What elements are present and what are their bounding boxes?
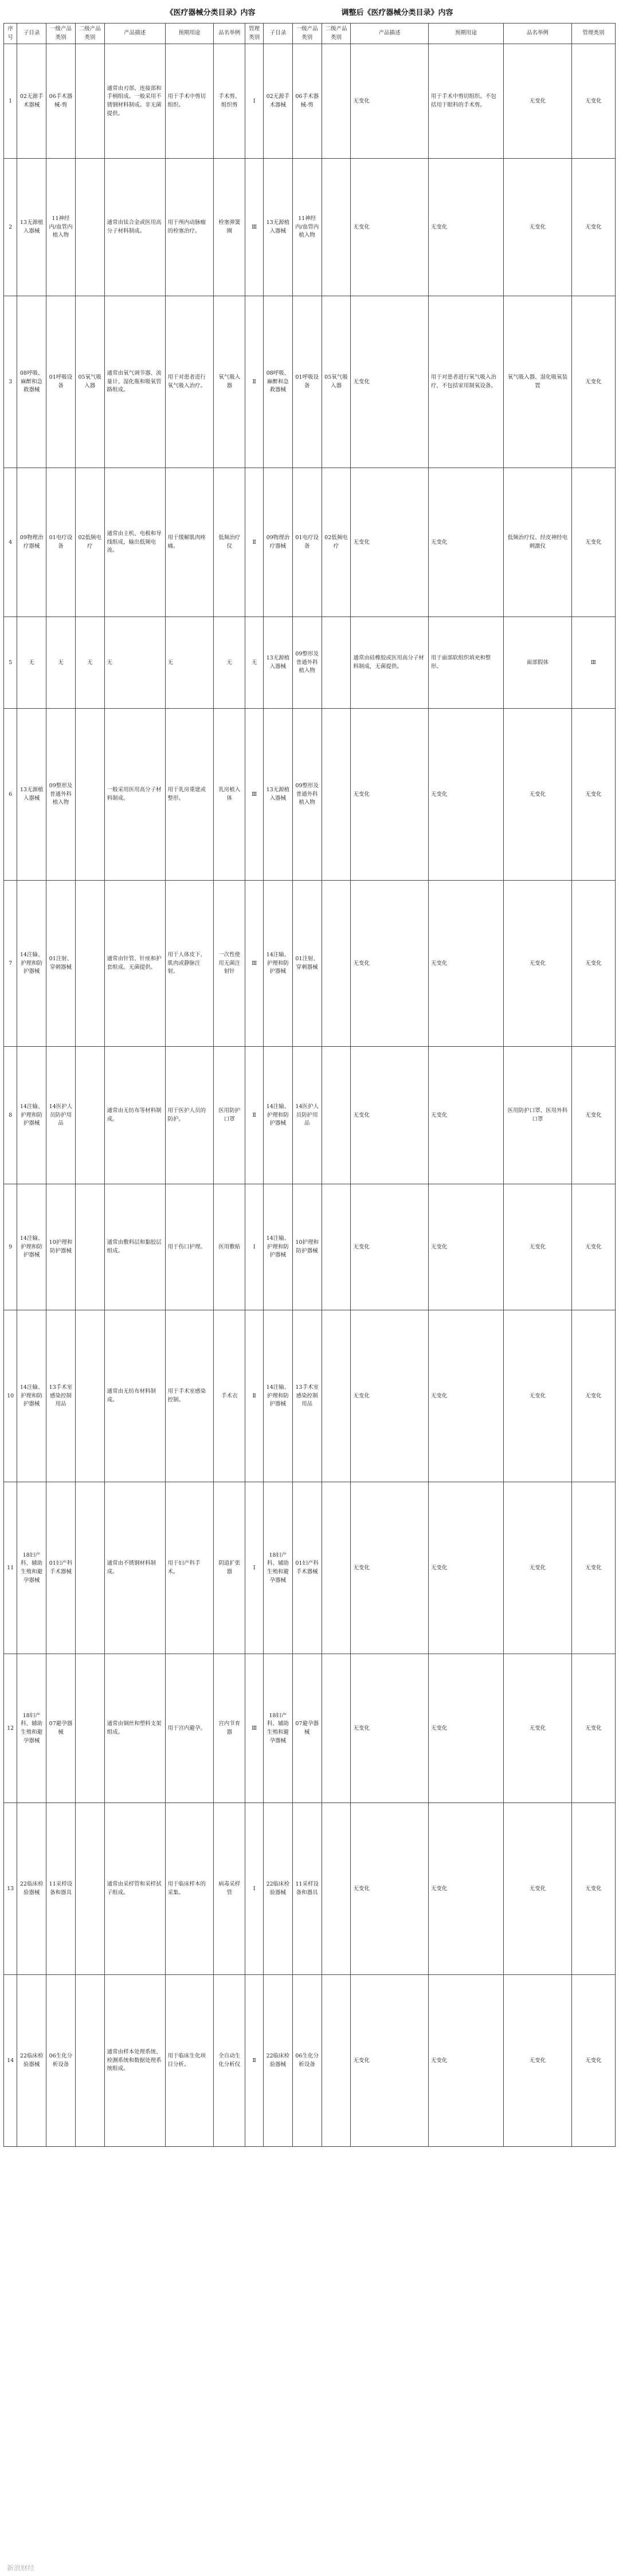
left-mgmt-cell: Ⅲ — [245, 709, 264, 881]
table-row — [4, 1975, 616, 2147]
right-ex-cell: 无变化 — [504, 1803, 572, 1975]
right-secondary-cell — [322, 1803, 351, 1975]
right-primary-cell: 09整形及普通外科植入物 — [292, 709, 322, 881]
right-primary-cell: 10护理和防护器械 — [292, 1184, 322, 1310]
title-left: 《医疗器械分类目录》内容 — [166, 8, 256, 17]
header-desc-left: 产品描述 — [104, 23, 165, 44]
seq-cell: 9 — [4, 1184, 17, 1310]
seq-cell: 6 — [4, 709, 17, 881]
left-mgmt-cell: Ⅱ — [245, 1047, 264, 1184]
right-desc-cell: 无变化 — [351, 1482, 428, 1654]
left-use-cell: 用于临床生化项目分析。 — [165, 1975, 214, 2147]
right-ex-cell: 氧气吸入器、湿化吸氧装置 — [504, 296, 572, 468]
right-desc-cell: 无变化 — [351, 296, 428, 468]
right-sub-cell: 13无源植入器械 — [263, 159, 292, 296]
right-desc-cell: 无变化 — [351, 1975, 428, 2147]
right-desc-cell: 无变化 — [351, 468, 428, 617]
left-desc-cell: 通常由无纺布材料制成。 — [104, 1310, 165, 1482]
header-mgmt-left: 管理类别 — [245, 23, 264, 44]
left-mgmt-cell: Ⅱ — [245, 296, 264, 468]
left-primary-cell: 09整形及普通外科植入物 — [46, 709, 76, 881]
right-desc-cell: 无变化 — [351, 1654, 428, 1803]
right-mgmt-cell: 无变化 — [571, 881, 615, 1047]
right-mgmt-cell: 无变化 — [571, 1975, 615, 2147]
left-primary-cell: 06手术器械-剪 — [46, 44, 76, 159]
table-row — [4, 159, 616, 296]
left-ex-cell: 乳房植入体 — [214, 709, 245, 881]
header-primary-left: 一级产品类别 — [46, 23, 76, 44]
right-desc-cell: 无变化 — [351, 881, 428, 1047]
left-primary-cell: 01呼吸设备 — [46, 296, 76, 468]
left-desc-cell: 通常由无纺布等材料制成。 — [104, 1047, 165, 1184]
right-primary-cell: 11采样设备和器具 — [292, 1803, 322, 1975]
header-sub-right: 子目录 — [263, 23, 292, 44]
left-desc-cell: 通常由不锈钢材料制成。 — [104, 1482, 165, 1654]
left-use-cell: 用于临床样本的采集。 — [165, 1803, 214, 1975]
right-primary-cell: 14医护人员防护用品 — [292, 1047, 322, 1184]
right-mgmt-cell: 无变化 — [571, 709, 615, 881]
right-desc-cell: 无变化 — [351, 159, 428, 296]
right-secondary-cell: 05氧气吸入器 — [322, 296, 351, 468]
right-sub-cell: 13无源植入器械 — [263, 617, 292, 709]
right-secondary-cell: 02低频电疗 — [322, 468, 351, 617]
header-desc-right: 产品描述 — [351, 23, 428, 44]
left-mgmt-cell: Ⅱ — [245, 468, 264, 617]
left-ex-cell: 一次性使用无菌注射针 — [214, 881, 245, 1047]
seq-cell: 13 — [4, 1803, 17, 1975]
right-secondary-cell — [322, 1310, 351, 1482]
right-mgmt-cell: 无变化 — [571, 1803, 615, 1975]
left-mgmt-cell: Ⅰ — [245, 44, 264, 159]
left-ex-cell: 宫内节育器 — [214, 1654, 245, 1803]
left-secondary-cell: 无 — [75, 617, 104, 709]
seq-cell: 7 — [4, 881, 17, 1047]
right-sub-cell: 18妇产科、辅助生殖和避孕器械 — [263, 1654, 292, 1803]
left-primary-cell: 无 — [46, 617, 76, 709]
header-secondary-left: 二级产品类别 — [75, 23, 104, 44]
left-sub-cell: 14注输、护理和防护器械 — [17, 881, 46, 1047]
right-secondary-cell — [322, 881, 351, 1047]
right-secondary-cell — [322, 617, 351, 709]
left-use-cell: 用于对患者进行氧气吸入治疗。 — [165, 296, 214, 468]
right-use-cell: 无变化 — [428, 1803, 503, 1975]
left-sub-cell: 14注输、护理和防护器械 — [17, 1047, 46, 1184]
right-ex-cell: 无变化 — [504, 1482, 572, 1654]
left-mgmt-cell: Ⅰ — [245, 1803, 264, 1975]
right-use-cell: 用于手术中剪切组织。不包括用于眼科的手术剪。 — [428, 44, 503, 159]
left-mgmt-cell: Ⅲ — [245, 159, 264, 296]
left-mgmt-cell: Ⅱ — [245, 1310, 264, 1482]
watermark: 新浪财经 — [7, 2564, 35, 2572]
right-primary-cell: 09整形及普通外科植入物 — [292, 617, 322, 709]
right-secondary-cell — [322, 1184, 351, 1310]
left-sub-cell: 14注输、护理和防护器械 — [17, 1310, 46, 1482]
right-sub-cell: 14注输、护理和防护器械 — [263, 1310, 292, 1482]
header-primary-right: 一级产品类别 — [292, 23, 322, 44]
right-ex-cell: 无变化 — [504, 1654, 572, 1803]
right-secondary-cell — [322, 709, 351, 881]
left-primary-cell: 01妇产科手术器械 — [46, 1482, 76, 1654]
left-mgmt-cell: Ⅰ — [245, 1184, 264, 1310]
left-use-cell: 用于宫内避孕。 — [165, 1654, 214, 1803]
left-ex-cell: 医用防护口罩 — [214, 1047, 245, 1184]
left-mgmt-cell: Ⅲ — [245, 1654, 264, 1803]
left-sub-cell: 14注输、护理和防护器械 — [17, 1184, 46, 1310]
right-mgmt-cell: Ⅲ — [571, 617, 615, 709]
right-desc-cell: 通常由硅橡胶或医用高分子材料制成，无菌提供。 — [351, 617, 428, 709]
left-secondary-cell — [75, 1654, 104, 1803]
table-row — [4, 1654, 616, 1803]
right-mgmt-cell: 无变化 — [571, 1654, 615, 1803]
header-secondary-right: 二级产品类别 — [322, 23, 351, 44]
right-sub-cell: 14注输、护理和防护器械 — [263, 1047, 292, 1184]
right-desc-cell: 无变化 — [351, 1184, 428, 1310]
table-row — [4, 1047, 616, 1184]
right-desc-cell: 无变化 — [351, 1803, 428, 1975]
seq-cell: 4 — [4, 468, 17, 617]
right-use-cell: 用于对患者进行氧气吸入治疗，不包括家用制氧设备。 — [428, 296, 503, 468]
right-use-cell: 无变化 — [428, 1482, 503, 1654]
right-mgmt-cell: 无变化 — [571, 44, 615, 159]
left-ex-cell: 手术衣 — [214, 1310, 245, 1482]
right-primary-cell: 01电疗设备 — [292, 468, 322, 617]
left-secondary-cell — [75, 1047, 104, 1184]
left-secondary-cell — [75, 159, 104, 296]
left-desc-cell: 通常由刃部、连接部和手柄组成。一般采用不锈钢材料制成。非无菌提供。 — [104, 44, 165, 159]
left-use-cell: 用于手术中剪切组织。 — [165, 44, 214, 159]
seq-cell: 11 — [4, 1482, 17, 1654]
left-use-cell: 用于缓解肌肉疼痛。 — [165, 468, 214, 617]
left-desc-cell: 通常由采样管和采样拭子组成。 — [104, 1803, 165, 1975]
left-desc-cell: 通常由主机、电极和导线组成，输出低频电流。 — [104, 468, 165, 617]
left-desc-cell: 无 — [104, 617, 165, 709]
table-row — [4, 617, 616, 709]
right-primary-cell: 01妇产科手术器械 — [292, 1482, 322, 1654]
table-row — [4, 44, 616, 159]
right-secondary-cell — [322, 1975, 351, 2147]
right-mgmt-cell: 无变化 — [571, 1184, 615, 1310]
right-secondary-cell — [322, 1047, 351, 1184]
right-ex-cell: 无变化 — [504, 44, 572, 159]
left-sub-cell: 09物理治疗器械 — [17, 468, 46, 617]
right-desc-cell: 无变化 — [351, 709, 428, 881]
table-row — [4, 881, 616, 1047]
table-row — [4, 1310, 616, 1482]
left-secondary-cell — [75, 1310, 104, 1482]
right-primary-cell: 06生化分析设备 — [292, 1975, 322, 2147]
right-sub-cell: 14注输、护理和防护器械 — [263, 881, 292, 1047]
left-secondary-cell — [75, 1975, 104, 2147]
right-sub-cell: 02无源手术器械 — [263, 44, 292, 159]
comparison-table — [3, 23, 616, 2147]
seq-cell: 2 — [4, 159, 17, 296]
left-primary-cell: 01注射、穿刺器械 — [46, 881, 76, 1047]
right-ex-cell: 医用防护口罩、医用外科口罩 — [504, 1047, 572, 1184]
header-ex-right: 品名举例 — [504, 23, 572, 44]
right-mgmt-cell: 无变化 — [571, 1310, 615, 1482]
right-use-cell: 用于面部软组织填充和整形。 — [428, 617, 503, 709]
title-right: 调整后《医疗器械分类目录》内容 — [341, 8, 453, 17]
left-use-cell: 用于乳房重建或整形。 — [165, 709, 214, 881]
left-ex-cell: 病毒采样管 — [214, 1803, 245, 1975]
right-mgmt-cell: 无变化 — [571, 296, 615, 468]
right-use-cell: 无变化 — [428, 468, 503, 617]
header-sub-left: 子目录 — [17, 23, 46, 44]
right-secondary-cell — [322, 1654, 351, 1803]
header-mgmt-right: 管理类别 — [571, 23, 615, 44]
left-mgmt-cell: Ⅰ — [245, 1482, 264, 1654]
left-use-cell: 用于医护人员的防护。 — [165, 1047, 214, 1184]
left-mgmt-cell: Ⅱ — [245, 1975, 264, 2147]
right-secondary-cell — [322, 159, 351, 296]
right-primary-cell: 01注射、穿刺器械 — [292, 881, 322, 1047]
right-primary-cell: 06手术器械-剪 — [292, 44, 322, 159]
table-row — [4, 1803, 616, 1975]
seq-cell: 10 — [4, 1310, 17, 1482]
left-desc-cell: 通常由样本处理系统、检测系统和数据处理系统组成。 — [104, 1975, 165, 2147]
right-desc-cell: 无变化 — [351, 1310, 428, 1482]
right-sub-cell: 18妇产科、辅助生殖和避孕器械 — [263, 1482, 292, 1654]
table-body — [4, 44, 616, 2147]
left-use-cell: 用于颅内动脉瘤的栓塞治疗。 — [165, 159, 214, 296]
left-mgmt-cell: Ⅲ — [245, 881, 264, 1047]
left-ex-cell: 氧气吸入器 — [214, 296, 245, 468]
page-title — [0, 0, 619, 23]
right-use-cell: 无变化 — [428, 881, 503, 1047]
left-desc-cell: 通常由氧气调节器、流量计、湿化瓶和吸氧管路组成。 — [104, 296, 165, 468]
left-desc-cell: 通常由钛合金或医用高分子材料制成。 — [104, 159, 165, 296]
right-sub-cell: 22临床检验器械 — [263, 1803, 292, 1975]
seq-cell: 12 — [4, 1654, 17, 1803]
left-primary-cell: 10护理和防护器械 — [46, 1184, 76, 1310]
left-use-cell: 无 — [165, 617, 214, 709]
left-mgmt-cell: 无 — [245, 617, 264, 709]
left-secondary-cell: 02低频电疗 — [75, 468, 104, 617]
left-sub-cell: 无 — [17, 617, 46, 709]
table-row — [4, 468, 616, 617]
right-primary-cell: 13手术室感染控制用品 — [292, 1310, 322, 1482]
left-primary-cell: 06生化分析设备 — [46, 1975, 76, 2147]
left-secondary-cell — [75, 709, 104, 881]
right-use-cell: 无变化 — [428, 159, 503, 296]
right-ex-cell: 无变化 — [504, 881, 572, 1047]
table-row — [4, 709, 616, 881]
header-row — [4, 23, 616, 44]
right-secondary-cell — [322, 1482, 351, 1654]
header-ex-left: 品名举例 — [214, 23, 245, 44]
right-ex-cell: 面部假体 — [504, 617, 572, 709]
right-mgmt-cell: 无变化 — [571, 159, 615, 296]
left-primary-cell: 14医护人员防护用品 — [46, 1047, 76, 1184]
left-sub-cell: 18妇产科、辅助生殖和避孕器械 — [17, 1654, 46, 1803]
right-ex-cell: 低频治疗仪、经皮神经电刺激仪 — [504, 468, 572, 617]
left-sub-cell: 22临床检验器械 — [17, 1803, 46, 1975]
right-primary-cell: 01呼吸设备 — [292, 296, 322, 468]
right-use-cell: 无变化 — [428, 1975, 503, 2147]
right-sub-cell: 13无源植入器械 — [263, 709, 292, 881]
right-use-cell: 无变化 — [428, 1184, 503, 1310]
right-use-cell: 无变化 — [428, 1654, 503, 1803]
left-primary-cell: 07避孕器械 — [46, 1654, 76, 1803]
right-ex-cell: 无变化 — [504, 1184, 572, 1310]
right-mgmt-cell: 无变化 — [571, 1482, 615, 1654]
right-ex-cell: 无变化 — [504, 1310, 572, 1482]
table-row — [4, 296, 616, 468]
table-row — [4, 1482, 616, 1654]
left-ex-cell: 医用敷贴 — [214, 1184, 245, 1310]
left-use-cell: 用于伤口护理。 — [165, 1184, 214, 1310]
header-seq: 序号 — [4, 23, 17, 44]
left-ex-cell: 低频治疗仪 — [214, 468, 245, 617]
seq-cell: 8 — [4, 1047, 17, 1184]
left-primary-cell: 11采样设备和器具 — [46, 1803, 76, 1975]
right-ex-cell: 无变化 — [504, 709, 572, 881]
left-primary-cell: 13手术室感染控制用品 — [46, 1310, 76, 1482]
right-primary-cell: 07避孕器械 — [292, 1654, 322, 1803]
left-sub-cell: 13无源植入器械 — [17, 159, 46, 296]
left-secondary-cell — [75, 44, 104, 159]
left-desc-cell: 一般采用医用高分子材料制成。 — [104, 709, 165, 881]
left-secondary-cell — [75, 1482, 104, 1654]
left-primary-cell: 11神经内/血管内植入物 — [46, 159, 76, 296]
left-sub-cell: 22临床检验器械 — [17, 1975, 46, 2147]
right-use-cell: 无变化 — [428, 709, 503, 881]
right-ex-cell: 无变化 — [504, 1975, 572, 2147]
left-sub-cell: 02无源手术器械 — [17, 44, 46, 159]
left-desc-cell: 通常由针管、针座和护套组成。无菌提供。 — [104, 881, 165, 1047]
left-desc-cell: 通常由敷料层和黏胶层组成。 — [104, 1184, 165, 1310]
right-mgmt-cell: 无变化 — [571, 1047, 615, 1184]
left-ex-cell: 无 — [214, 617, 245, 709]
seq-cell: 3 — [4, 296, 17, 468]
seq-cell: 14 — [4, 1975, 17, 2147]
left-sub-cell: 13无源植入器械 — [17, 709, 46, 881]
header-use-right: 预期用途 — [428, 23, 503, 44]
right-sub-cell: 08呼吸、麻醉和急救器械 — [263, 296, 292, 468]
left-secondary-cell — [75, 1184, 104, 1310]
table-row — [4, 1184, 616, 1310]
left-secondary-cell — [75, 881, 104, 1047]
seq-cell: 1 — [4, 44, 17, 159]
seq-cell: 5 — [4, 617, 17, 709]
left-primary-cell: 01电疗设备 — [46, 468, 76, 617]
right-secondary-cell — [322, 44, 351, 159]
right-use-cell: 无变化 — [428, 1310, 503, 1482]
left-use-cell: 用于手术室感染控制。 — [165, 1310, 214, 1482]
left-sub-cell: 08呼吸、麻醉和急救器械 — [17, 296, 46, 468]
left-ex-cell: 全自动生化分析仪 — [214, 1975, 245, 2147]
right-sub-cell: 22临床检验器械 — [263, 1975, 292, 2147]
right-use-cell: 无变化 — [428, 1047, 503, 1184]
left-ex-cell: 栓塞弹簧圈 — [214, 159, 245, 296]
right-primary-cell: 11神经内/血管内植入物 — [292, 159, 322, 296]
right-sub-cell: 14注输、护理和防护器械 — [263, 1184, 292, 1310]
left-ex-cell: 手术剪、组织剪 — [214, 44, 245, 159]
left-secondary-cell — [75, 1803, 104, 1975]
left-sub-cell: 18妇产科、辅助生殖和避孕器械 — [17, 1482, 46, 1654]
header-use-left: 预期用途 — [165, 23, 214, 44]
left-secondary-cell: 05氧气吸入器 — [75, 296, 104, 468]
left-desc-cell: 通常由铜丝和塑料支架组成。 — [104, 1654, 165, 1803]
right-ex-cell: 无变化 — [504, 159, 572, 296]
right-desc-cell: 无变化 — [351, 44, 428, 159]
left-use-cell: 用于妇产科手术。 — [165, 1482, 214, 1654]
left-use-cell: 用于人体皮下、肌肉或静脉注射。 — [165, 881, 214, 1047]
right-desc-cell: 无变化 — [351, 1047, 428, 1184]
right-sub-cell: 09物理治疗器械 — [263, 468, 292, 617]
left-ex-cell: 阴道扩张器 — [214, 1482, 245, 1654]
right-mgmt-cell: 无变化 — [571, 468, 615, 617]
